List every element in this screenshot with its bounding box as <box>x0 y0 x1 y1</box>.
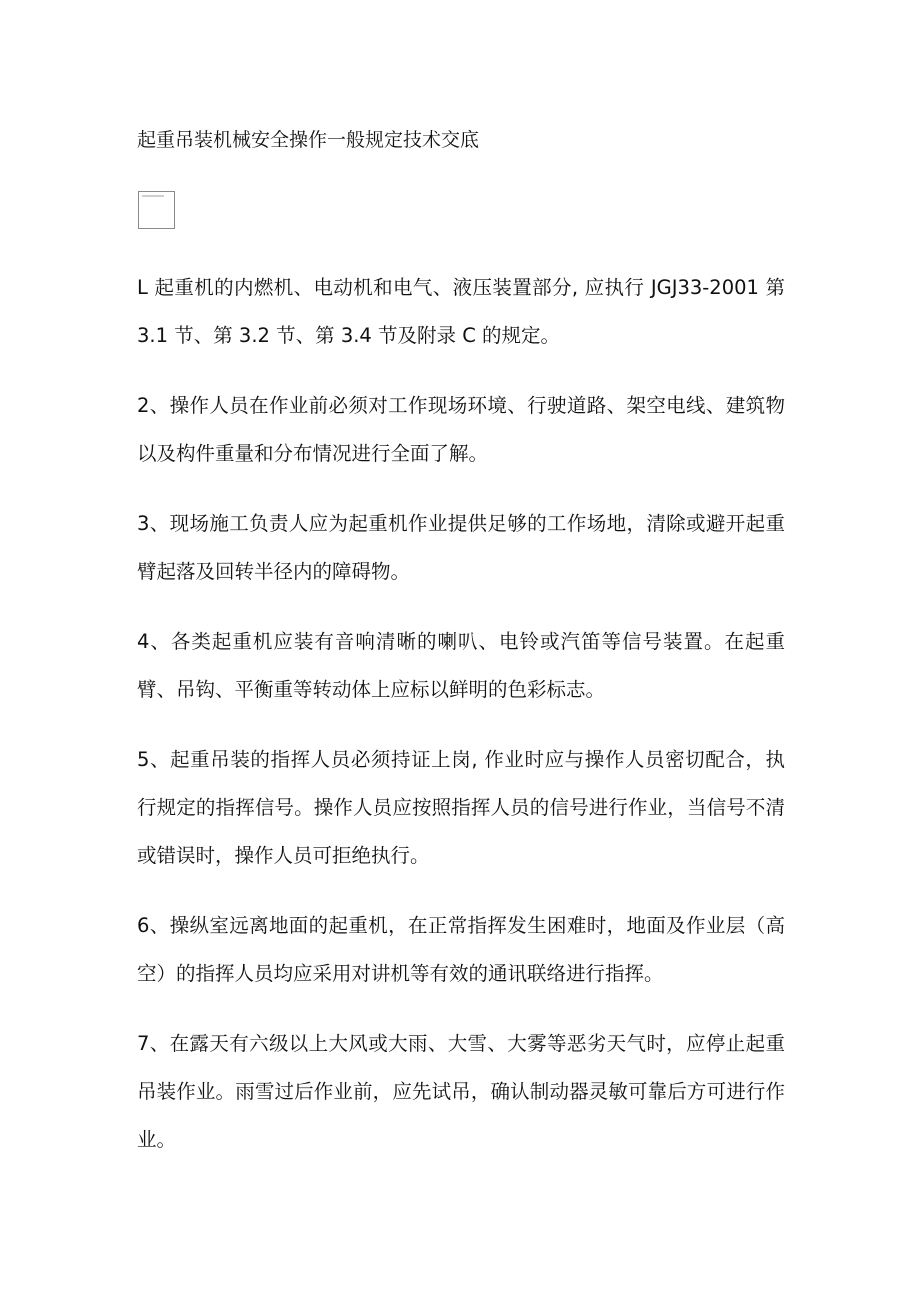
paragraph-5: 5、起重吊装的指挥人员必须持证上岗, 作业时应与操作人员密切配合，执行规定的指挥信号。操作人员应按照指挥人员的信号进行作业，当信号不清或错误时，操作人员可拒绝执行。 <box>137 748 785 867</box>
image-placeholder <box>138 191 175 229</box>
paragraph-1: L 起重机的内燃机、电动机和电气、液压装置部分, 应执行 JGJ33-2001 第 3.1 节、第 3.2 节、第 3.4 节及附录 C 的规定。 <box>137 276 785 347</box>
paragraph-7: 7、在露天有六级以上大风或大雨、大雪、大雾等恶劣天气时，应停止起重吊装作业。雨雪过后作业前，应先试吊，确认制动器灵敏可靠后方可进行作业。 <box>137 1032 785 1151</box>
paragraph-6: 6、操纵室远离地面的起重机，在正常指挥发生困难时，地面及作业层（高空）的指挥人员均应采用对讲机等有效的通讯联络进行指挥。 <box>137 914 785 985</box>
document-title: 起重吊装机械安全操作一般规定技术交底 <box>137 129 480 151</box>
document-body <box>137 264 785 1186</box>
paragraph-2: 2、操作人员在作业前必须对工作现场环境、行驶道路、架空电线、建筑物以及构件重量和分布情况进行全面了解。 <box>137 394 785 465</box>
paragraph-4: 4、各类起重机应装有音响清晰的喇叭、电铃或汽笛等信号装置。在起重臂、吊钩、平衡重等转动体上应标以鲜明的色彩标志。 <box>137 630 785 701</box>
paragraph-3: 3、现场施工负责人应为起重机作业提供足够的工作场地，清除或避开起重臂起落及回转半径内的障碍物。 <box>137 512 785 583</box>
